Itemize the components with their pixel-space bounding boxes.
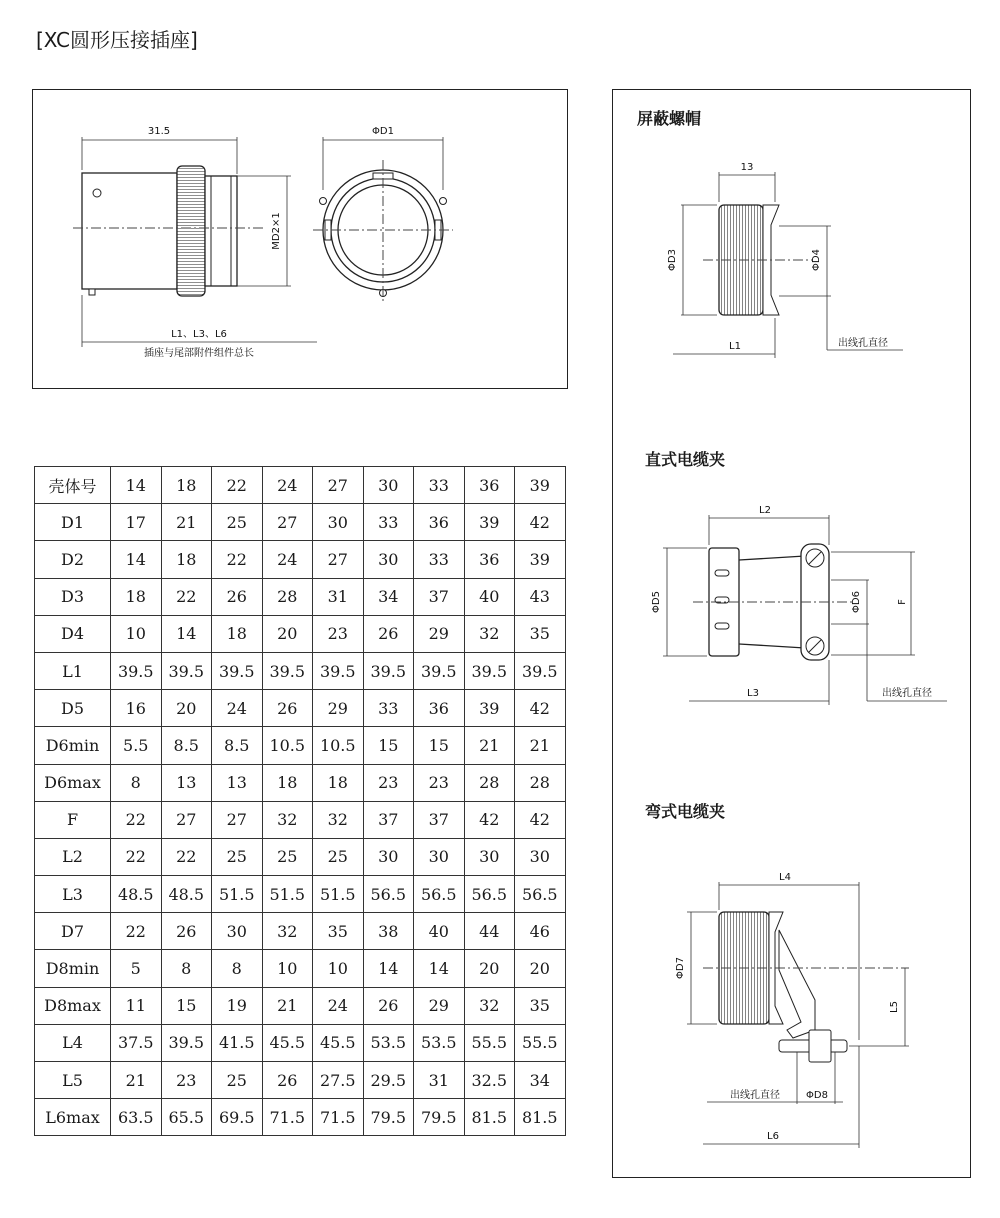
table-row: [35, 615, 566, 652]
angled-clamp-title: 弯式电缆夹: [645, 802, 726, 821]
table-row: [35, 950, 566, 987]
table-cell: 25: [212, 838, 263, 875]
table-cell: 30: [363, 541, 414, 578]
table-header-row: [35, 467, 566, 504]
straight-clamp-l2-label: L2: [759, 505, 771, 516]
shield-nut-l1-label: L1: [729, 341, 741, 352]
shield-nut-outlet-caption: 出线孔直径: [838, 338, 888, 349]
table-cell: 29: [414, 987, 465, 1024]
table-cell: 30: [363, 838, 414, 875]
table-cell: 39.5: [464, 652, 515, 689]
table-cell: 22: [212, 467, 263, 504]
table-cell: 22: [111, 838, 162, 875]
table-cell: 33: [414, 541, 465, 578]
table-cell: 21: [161, 504, 212, 541]
row-label: D3: [35, 578, 111, 615]
table-cell: 51.5: [262, 876, 313, 913]
table-cell: 8: [111, 764, 162, 801]
table-cell: 14: [111, 467, 162, 504]
table-cell: 13: [161, 764, 212, 801]
table-cell: 16: [111, 690, 162, 727]
table-cell: 23: [414, 764, 465, 801]
table-cell: 39.5: [515, 652, 566, 689]
table-cell: 26: [363, 987, 414, 1024]
table-row: [35, 876, 566, 913]
table-cell: 71.5: [262, 1099, 313, 1136]
table-cell: 45.5: [262, 1024, 313, 1061]
table-cell: 32: [262, 801, 313, 838]
table-cell: 15: [161, 987, 212, 1024]
row-label: L1: [35, 652, 111, 689]
table-cell: 34: [515, 1062, 566, 1099]
row-label: D8min: [35, 950, 111, 987]
shield-nut-d4-label: ΦD4: [811, 249, 822, 271]
table-cell: 40: [414, 913, 465, 950]
row-label: D8max: [35, 987, 111, 1024]
dimension-table-body: [35, 467, 566, 1136]
table-cell: 65.5: [161, 1099, 212, 1136]
table-cell: 24: [313, 987, 364, 1024]
row-label: D5: [35, 690, 111, 727]
shield-nut-width-label: 13: [740, 162, 754, 173]
table-cell: 23: [313, 615, 364, 652]
table-cell: 33: [363, 690, 414, 727]
table-cell: 8.5: [161, 727, 212, 764]
table-cell: 18: [161, 541, 212, 578]
table-row: [35, 838, 566, 875]
row-label: L3: [35, 876, 111, 913]
table-cell: 42: [515, 801, 566, 838]
table-cell: 26: [363, 615, 414, 652]
table-cell: 18: [313, 764, 364, 801]
row-label: D7: [35, 913, 111, 950]
table-cell: 30: [414, 838, 465, 875]
table-cell: 15: [363, 727, 414, 764]
straight-clamp-f-label: F: [897, 599, 908, 605]
table-cell: 71.5: [313, 1099, 364, 1136]
connector-front-view: [313, 126, 453, 302]
shield-nut-d3-label: ΦD3: [667, 249, 678, 271]
table-cell: 13: [212, 764, 263, 801]
table-row: [35, 801, 566, 838]
table-cell: 10.5: [313, 727, 364, 764]
table-cell: 14: [363, 950, 414, 987]
table-cell: 26: [212, 578, 263, 615]
table-cell: 24: [212, 690, 263, 727]
table-cell: 39: [515, 541, 566, 578]
angled-clamp-l5-label: L5: [889, 1001, 900, 1013]
table-cell: 39: [464, 690, 515, 727]
table-cell: 8: [212, 950, 263, 987]
row-label: D6max: [35, 764, 111, 801]
table-cell: 22: [111, 913, 162, 950]
accessories-drawing: [613, 90, 970, 1177]
row-label: L2: [35, 838, 111, 875]
table-cell: 14: [414, 950, 465, 987]
table-cell: 5: [111, 950, 162, 987]
table-cell: 27: [313, 541, 364, 578]
straight-clamp-outlet-caption: 出线孔直径: [882, 688, 932, 699]
table-row: [35, 764, 566, 801]
row-label: 壳体号: [35, 467, 111, 504]
table-cell: 25: [212, 504, 263, 541]
table-cell: 40: [464, 578, 515, 615]
table-cell: 30: [464, 838, 515, 875]
table-cell: 29: [414, 615, 465, 652]
table-cell: 14: [161, 615, 212, 652]
table-cell: 37.5: [111, 1024, 162, 1061]
table-cell: 17: [111, 504, 162, 541]
table-cell: 56.5: [464, 876, 515, 913]
table-cell: 46: [515, 913, 566, 950]
table-row: [35, 541, 566, 578]
table-cell: 27.5: [313, 1062, 364, 1099]
table-cell: 27: [313, 467, 364, 504]
table-row: [35, 690, 566, 727]
table-cell: 39.5: [414, 652, 465, 689]
table-cell: 30: [515, 838, 566, 875]
angled-clamp-l6-label: L6: [767, 1131, 779, 1142]
table-cell: 81.5: [515, 1099, 566, 1136]
table-cell: 10: [313, 950, 364, 987]
row-label: D4: [35, 615, 111, 652]
table-cell: 38: [363, 913, 414, 950]
table-cell: 20: [464, 950, 515, 987]
table-cell: 23: [363, 764, 414, 801]
table-cell: 43: [515, 578, 566, 615]
table-row: [35, 652, 566, 689]
table-cell: 27: [161, 801, 212, 838]
table-cell: 53.5: [414, 1024, 465, 1061]
angled-clamp-d8-label: ΦD8: [806, 1090, 828, 1101]
table-cell: 42: [464, 801, 515, 838]
row-label: D1: [35, 504, 111, 541]
table-cell: 18: [262, 764, 313, 801]
table-cell: 18: [111, 578, 162, 615]
table-cell: 21: [262, 987, 313, 1024]
table-cell: 33: [363, 504, 414, 541]
table-cell: 42: [515, 504, 566, 541]
row-label: D6min: [35, 727, 111, 764]
table-cell: 33: [414, 467, 465, 504]
table-cell: 21: [464, 727, 515, 764]
table-cell: 30: [212, 913, 263, 950]
angled-clamp-l4-label: L4: [779, 872, 791, 883]
table-cell: 25: [262, 838, 313, 875]
angled-clamp-d7-label: ΦD7: [675, 957, 686, 979]
table-cell: 39.5: [161, 1024, 212, 1061]
dim-total-length-label: L1、L3、L6: [171, 329, 227, 340]
table-cell: 37: [414, 578, 465, 615]
table-row: [35, 913, 566, 950]
table-cell: 39.5: [111, 652, 162, 689]
straight-clamp-l3-label: L3: [747, 688, 759, 699]
table-cell: 22: [161, 838, 212, 875]
table-cell: 28: [262, 578, 313, 615]
table-cell: 35: [313, 913, 364, 950]
table-cell: 29.5: [363, 1062, 414, 1099]
table-row: [35, 504, 566, 541]
table-cell: 55.5: [515, 1024, 566, 1061]
connector-side-view: [73, 126, 317, 359]
table-cell: 25: [212, 1062, 263, 1099]
table-cell: 14: [111, 541, 162, 578]
straight-clamp-drawing: [651, 505, 947, 705]
table-cell: 51.5: [212, 876, 263, 913]
table-cell: 39.5: [313, 652, 364, 689]
straight-clamp-title: 直式电缆夹: [645, 450, 726, 469]
table-cell: 21: [111, 1062, 162, 1099]
table-cell: 10: [111, 615, 162, 652]
table-cell: 56.5: [515, 876, 566, 913]
table-cell: 26: [262, 690, 313, 727]
table-cell: 44: [464, 913, 515, 950]
angled-clamp-outlet-caption: 出线孔直径: [730, 1090, 780, 1101]
table-cell: 32: [313, 801, 364, 838]
table-cell: 22: [111, 801, 162, 838]
table-cell: 39: [464, 504, 515, 541]
table-cell: 36: [464, 467, 515, 504]
table-cell: 22: [212, 541, 263, 578]
table-cell: 30: [313, 504, 364, 541]
table-row: [35, 1099, 566, 1136]
row-label: F: [35, 801, 111, 838]
table-cell: 39: [515, 467, 566, 504]
table-cell: 39.5: [262, 652, 313, 689]
table-cell: 19: [212, 987, 263, 1024]
table-cell: 31: [414, 1062, 465, 1099]
table-cell: 81.5: [464, 1099, 515, 1136]
table-cell: 27: [212, 801, 263, 838]
table-row: [35, 1062, 566, 1099]
table-cell: 79.5: [363, 1099, 414, 1136]
table-cell: 27: [262, 504, 313, 541]
table-cell: 32: [464, 987, 515, 1024]
table-cell: 32.5: [464, 1062, 515, 1099]
table-cell: 53.5: [363, 1024, 414, 1061]
table-cell: 5.5: [111, 727, 162, 764]
table-cell: 51.5: [313, 876, 364, 913]
table-row: [35, 987, 566, 1024]
table-cell: 23: [161, 1062, 212, 1099]
table-cell: 37: [414, 801, 465, 838]
table-cell: 24: [262, 541, 313, 578]
table-cell: 18: [212, 615, 263, 652]
table-cell: 30: [363, 467, 414, 504]
table-cell: 10: [262, 950, 313, 987]
connector-drawing-panel: [32, 89, 568, 389]
table-cell: 20: [515, 950, 566, 987]
dimension-table: [34, 466, 566, 1136]
row-label: L4: [35, 1024, 111, 1061]
shield-nut-drawing: [667, 162, 903, 358]
table-cell: 8.5: [212, 727, 263, 764]
row-label: L6max: [35, 1099, 111, 1136]
table-cell: 36: [414, 504, 465, 541]
table-cell: 39.5: [161, 652, 212, 689]
table-cell: 26: [262, 1062, 313, 1099]
table-cell: 20: [161, 690, 212, 727]
table-cell: 56.5: [363, 876, 414, 913]
dim-length-label: 31.5: [147, 126, 171, 137]
page-title: [XC圆形压接插座]: [36, 28, 198, 52]
table-cell: 15: [414, 727, 465, 764]
row-label: L5: [35, 1062, 111, 1099]
table-cell: 42: [515, 690, 566, 727]
table-cell: 63.5: [111, 1099, 162, 1136]
table-cell: 22: [161, 578, 212, 615]
accessories-panel: [612, 89, 971, 1178]
table-row: [35, 578, 566, 615]
connector-drawing: [33, 90, 567, 388]
table-cell: 29: [313, 690, 364, 727]
table-cell: 10.5: [262, 727, 313, 764]
angled-clamp-drawing: [675, 872, 909, 1148]
table-cell: 79.5: [414, 1099, 465, 1136]
table-cell: 21: [515, 727, 566, 764]
straight-clamp-d6-label: ΦD6: [851, 591, 862, 613]
table-cell: 26: [161, 913, 212, 950]
table-cell: 28: [464, 764, 515, 801]
table-cell: 35: [515, 987, 566, 1024]
table-cell: 36: [414, 690, 465, 727]
table-cell: 39.5: [363, 652, 414, 689]
table-cell: 32: [464, 615, 515, 652]
dim-diameter-d1-label: ΦD1: [372, 126, 394, 137]
table-cell: 55.5: [464, 1024, 515, 1061]
table-cell: 31: [313, 578, 364, 615]
table-cell: 35: [515, 615, 566, 652]
table-cell: 25: [313, 838, 364, 875]
table-cell: 28: [515, 764, 566, 801]
total-length-caption: 插座与尾部附件组件总长: [144, 348, 254, 359]
table-cell: 18: [161, 467, 212, 504]
table-cell: 24: [262, 467, 313, 504]
table-cell: 11: [111, 987, 162, 1024]
table-cell: 45.5: [313, 1024, 364, 1061]
table-cell: 34: [363, 578, 414, 615]
table-row: [35, 727, 566, 764]
table-cell: 32: [262, 913, 313, 950]
straight-clamp-d5-label: ΦD5: [651, 591, 662, 613]
table-cell: 36: [464, 541, 515, 578]
table-row: [35, 1024, 566, 1061]
table-cell: 56.5: [414, 876, 465, 913]
shield-nut-title: 屏蔽螺帽: [637, 109, 702, 128]
table-cell: 48.5: [161, 876, 212, 913]
table-cell: 41.5: [212, 1024, 263, 1061]
table-cell: 37: [363, 801, 414, 838]
table-cell: 48.5: [111, 876, 162, 913]
dim-thread-label: MD2×1: [271, 212, 282, 250]
table-cell: 69.5: [212, 1099, 263, 1136]
row-label: D2: [35, 541, 111, 578]
table-cell: 39.5: [212, 652, 263, 689]
table-cell: 8: [161, 950, 212, 987]
table-cell: 20: [262, 615, 313, 652]
